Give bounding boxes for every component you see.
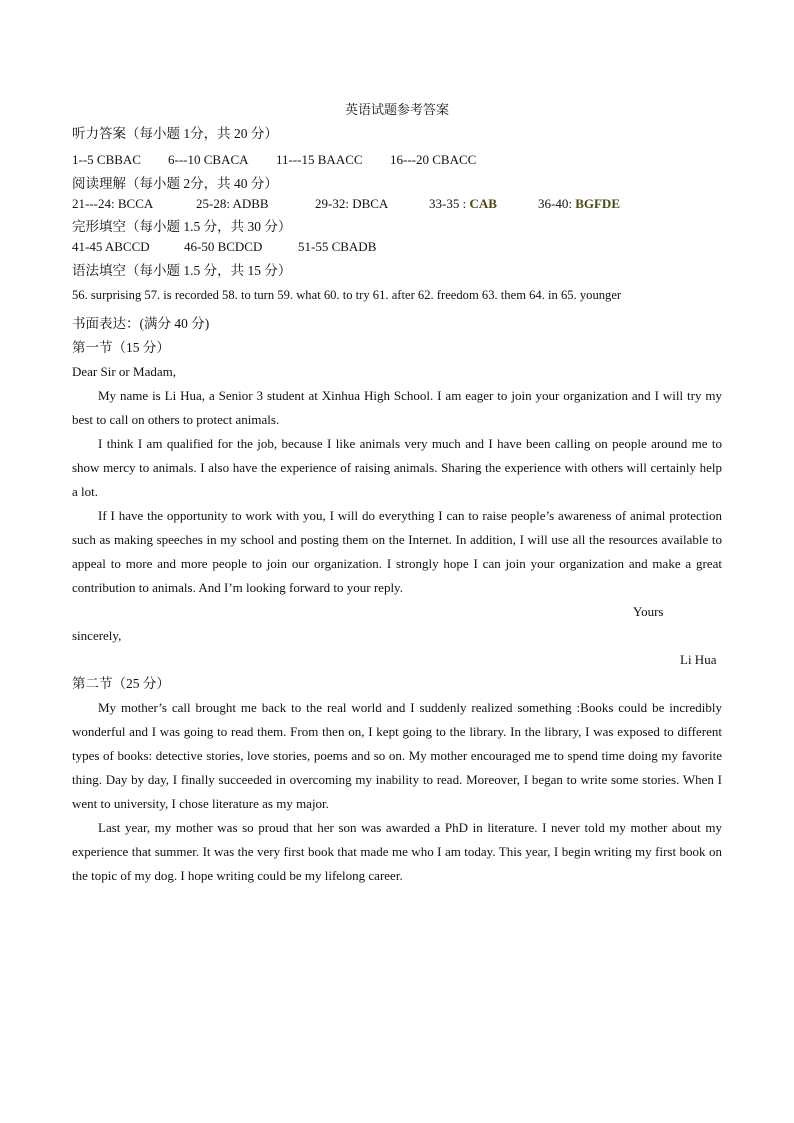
letter-greeting: Dear Sir or Madam, [72, 364, 176, 379]
letter-closing-continued: sincerely, [72, 628, 122, 643]
cloze-header: 完形填空（每小题 1.5 分，共 30 分） [72, 219, 292, 234]
highlighted-answer: BGFDE [575, 196, 620, 211]
answer-group: 41-45 ABCCD [72, 239, 150, 254]
answer-group: 51-55 CBADB [298, 239, 377, 254]
listening-answers [72, 151, 476, 169]
answer-group: 36-40: BGFDE [538, 196, 620, 211]
section1-header: 第一节（15 分） [72, 340, 170, 355]
reading-header: 阅读理解（每小题 2分，共 40 分） [72, 176, 278, 191]
answer-group: 46-50 BCDCD [184, 239, 263, 254]
answer-group: 33-35 : CAB [429, 196, 497, 211]
letter-closing: Yours [633, 604, 664, 619]
answer-group: 25-28: ADBB [196, 196, 269, 211]
highlighted-answer: CAB [469, 196, 497, 211]
grammar-answers: 56. surprising 57. is recorded 58. to turn 59. what 60. to try 61. after 62. freedom 63. them 64. in 65. younger [72, 288, 622, 302]
writing-header: 书面表达：(满分 40 分) [72, 316, 210, 331]
grammar-header: 语法填空（每小题 1.5 分，共 15 分） [72, 263, 292, 278]
answer-group: 16---20 CBACC [390, 152, 477, 167]
letter-signature: Li Hua [680, 652, 717, 667]
answer-group: 6---10 CBACA [168, 152, 249, 167]
page-title: 英语试题参考答案 [344, 102, 449, 117]
answer-group: 11---15 BAACC [276, 152, 363, 167]
letter-paragraph: If I have the opportunity to work with you, I will do everything I can to raise people’s awareness of animal protection such as making speeches in my school and posting them on the Internet. In addition, I will use all the resources available to appeal to more and more people to join our organization. I strongly hope I can join your organization and make a great contribution to animals. And I’m looking forward to your reply. [72, 508, 722, 595]
answer-group: 1--5 CBBAC [72, 152, 141, 167]
story-paragraph: My mother’s call brought me back to the real world and I suddenly realized something :Books could be incredibly wonderful and I was going to read them. From then on, I kept going to the library. In the library, I was exposed to different types of books: detective stories, love stories, poems and so on. My mother encouraged me to spend time doing my favorite thing. Day by day, I finally succeeded in overcoming my inability to read. Moreover, I began to write some stories. When I went to university, I chose literature as my major. [72, 700, 722, 811]
answer-group: 29-32: DBCA [315, 196, 389, 211]
letter-paragraph: My name is Li Hua, a Senior 3 student at Xinhua High School. I am eager to join your organization and I will try my best to call on others to protect animals. [72, 388, 722, 427]
answer-group: 21---24: BCCA [72, 196, 154, 211]
listening-header: 听力答案（每小题 1分，共 20 分） [72, 126, 278, 141]
section2-header: 第二节（25 分） [72, 676, 170, 691]
letter-paragraph: I think I am qualified for the job, because I like animals very much and I have been calling on people around me to show mercy to animals. I also have the experience of raising animals. Sharing the experience with others will certainly help a lot. [72, 436, 722, 499]
reading-answers [72, 195, 620, 213]
story-paragraph: Last year, my mother was so proud that her son was awarded a PhD in literature. I never told my mother about my experience that summer. It was the very first book that made me who I am today. This year, I begin writing my first book on the topic of my dog. I hope writing could be my lifelong career. [72, 820, 722, 883]
cloze-answers [72, 238, 376, 256]
